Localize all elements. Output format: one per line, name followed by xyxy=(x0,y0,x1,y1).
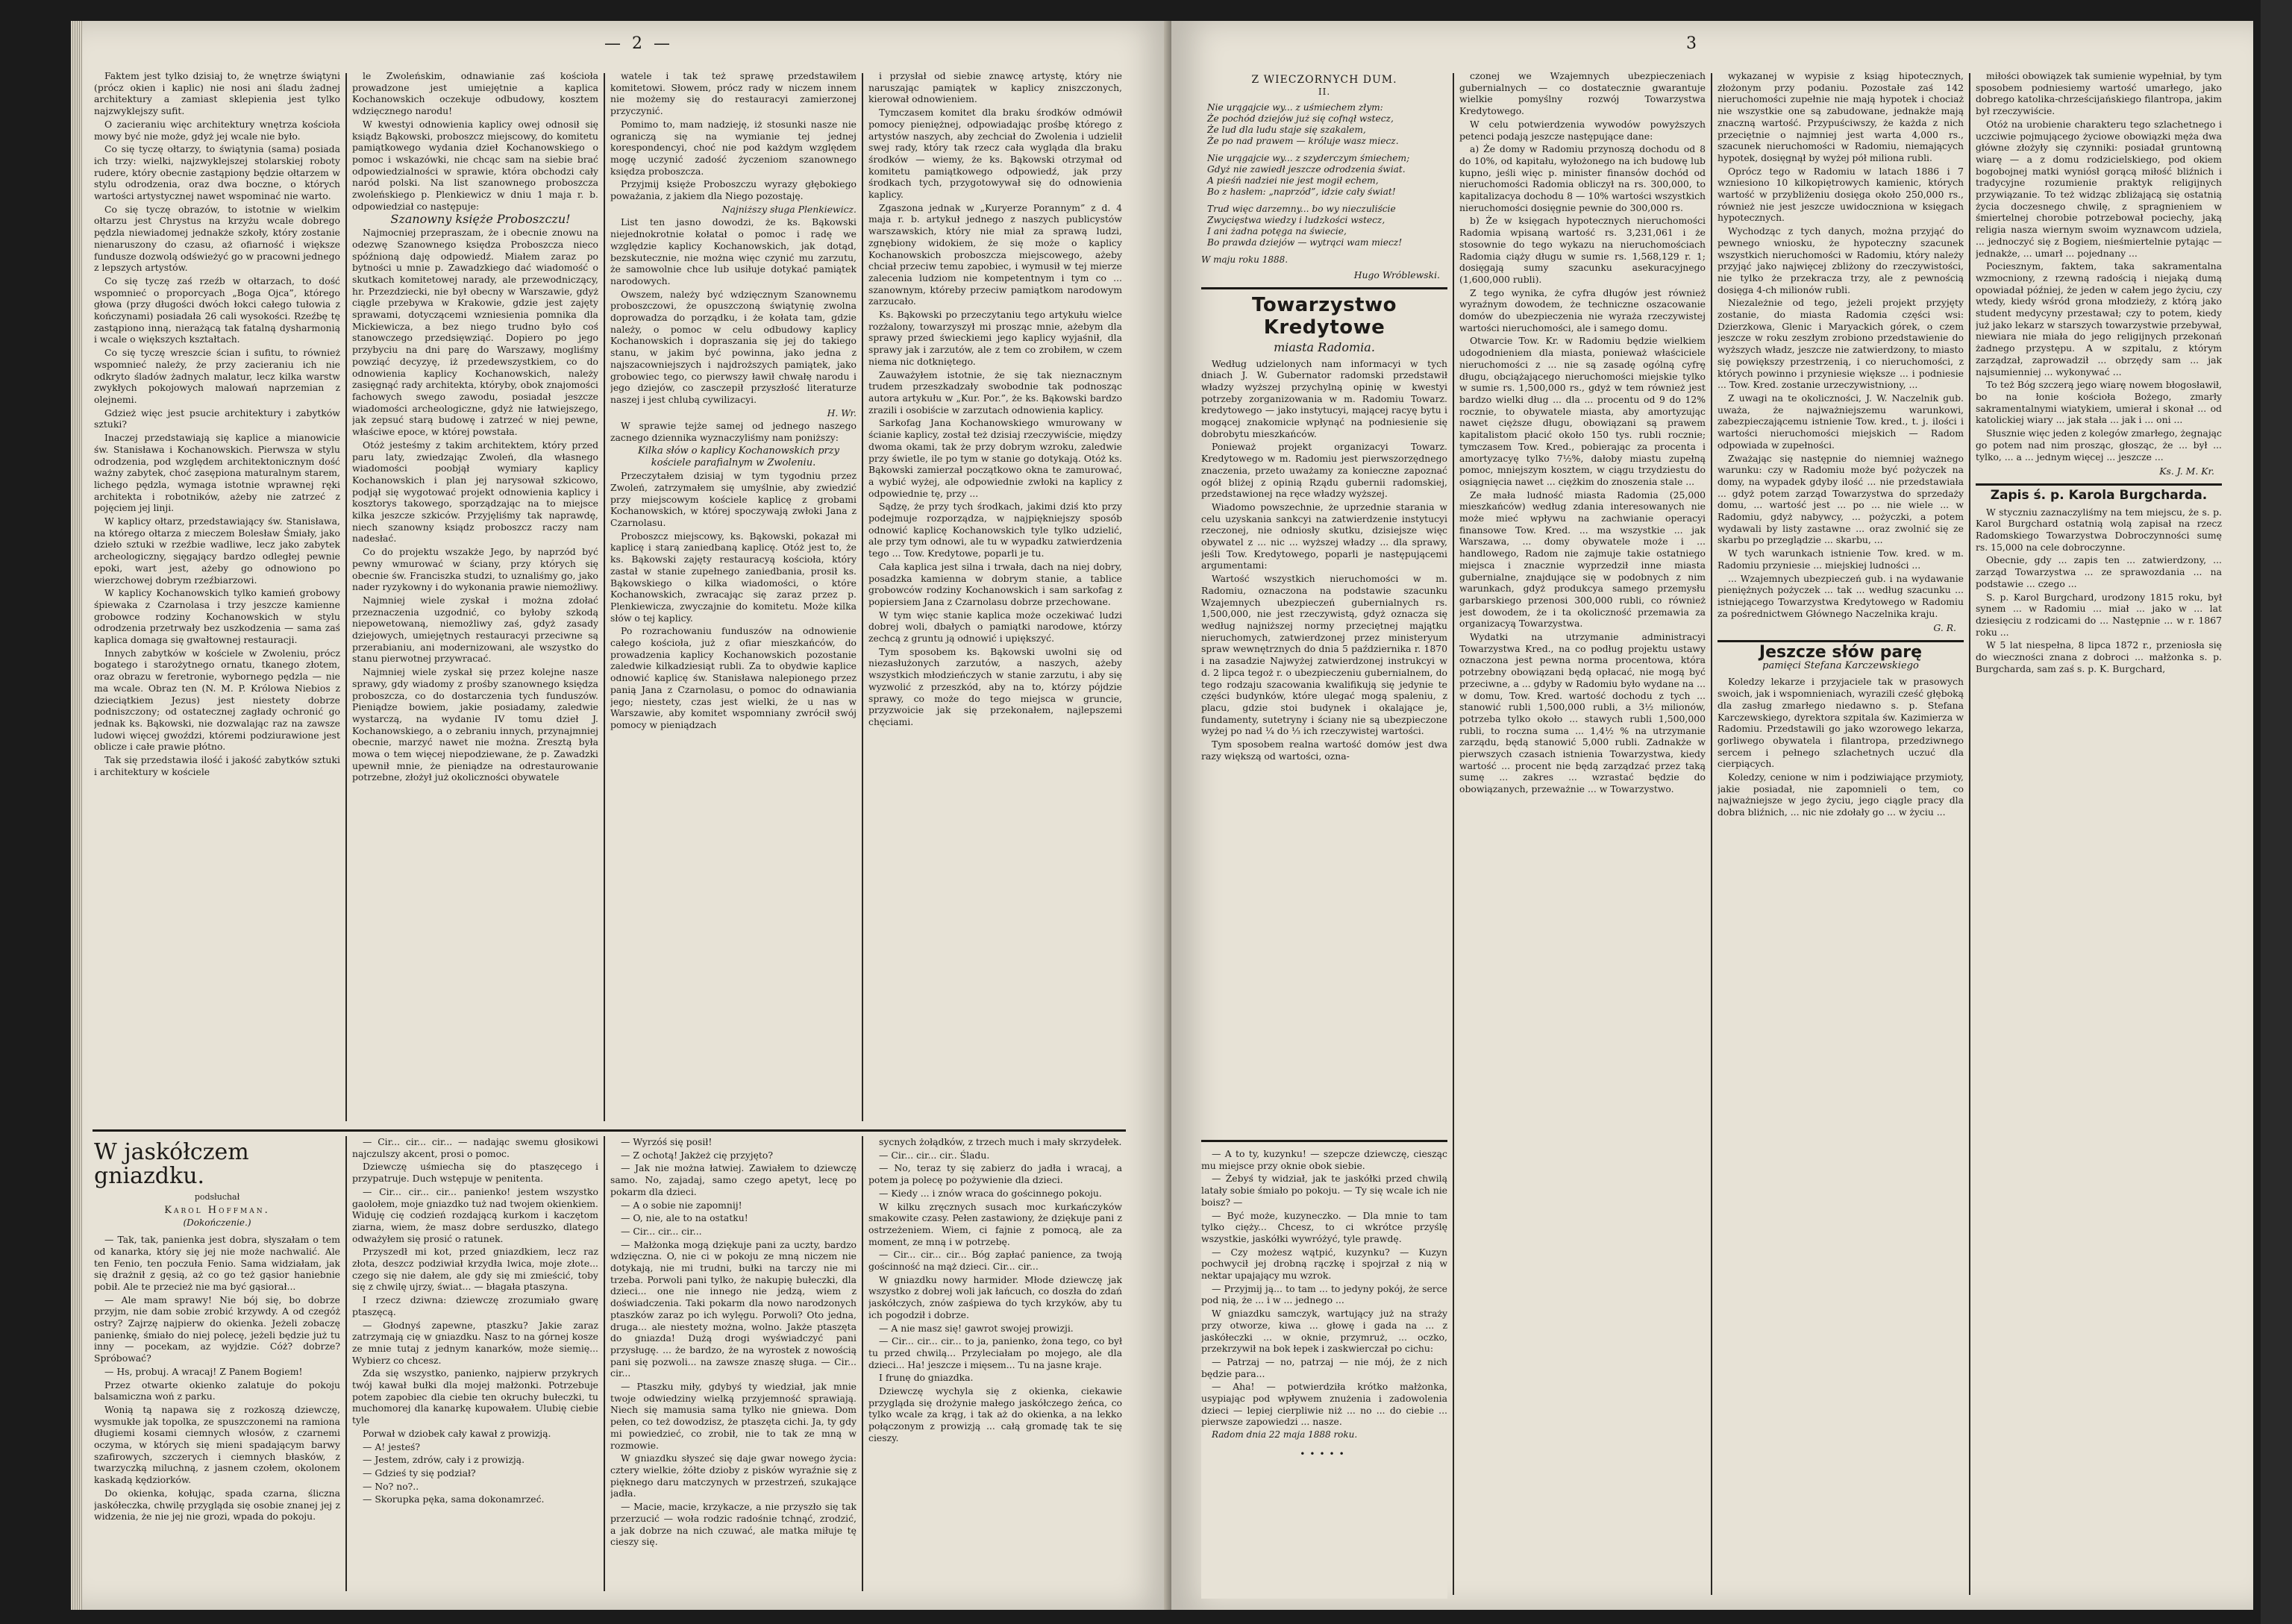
section-rule xyxy=(1201,287,1447,289)
paragraph: Co się tyczę wreszcie ścian i sufitu, to również wspomnieć należy, że przy zacieraniu ich nie odkryto śladów żadnych malatur, lecz kilka warstw zwykłych pokojowych malowań naprzemian z olejnemi. xyxy=(94,347,340,405)
paragraph: Otwarcie Tow. Kr. w Radomiu będzie wielkiem udogodnieniem dla miasta, ponieważ właściciele nieruchomości z ... nie są zasadę ogólną cyfrę długu, obciążającego nieruchomości miejskie tylko w sumie rs. 1,500,000 rs., gdyż w tem również jest bardzo wielki dług ... dla ... procentu od 9 do 12% rocznie, to obywatele miasta, aby amortyzując nawet cięższe długu, obowiązani są prawem kapitalistom płacić około 150 tys. rubli rocznie; tymczasem Tow. Kred., pobierając za procenta i amortyzacyę tylko 7½%, dałoby miastu zupełną pomoc, mniejszym kosztem, w ciągu trzydziestu do osiągnięcia nawet ... ciężkim do znoszenia stale ... xyxy=(1459,335,1706,487)
paragraph: W gniazdku słyszeć się daje gwar nowego życia: cztery wielkie, żółte dzioby z pisków wyraźnie się z pięknego daru matczynych w przestrzeń, szukające jadła. xyxy=(610,1452,857,1499)
paragraph: — Kiedy ... i znów wraca do gościnnego pokoju. xyxy=(879,1187,1102,1199)
feuilleton-subtitle: podsłuchał xyxy=(194,1192,240,1202)
paragraph: W kwestyi odnowienia kaplicy owej odnosił się ksiądz Bąkowski, proboszcz miejscowy, do komitetu pamiątkowego wydania dzieł Kochanowskiego o pomoc i wskazówki, nie chcąc sam na siebie brać odpowiedzialności w sprawie, która obchodzi cały naród polski. Na list szanownego proboszcza zwoleńskiego p. Plenkiewicz w dniu 1 maja r. b. odpowiedział co następuje: xyxy=(352,118,598,212)
paragraph: Porwał w dziobek cały kawał z prowizją. xyxy=(363,1427,551,1439)
paragraph: Faktem jest tylko dzisiaj to, że wnętrze świątyni (prócz okien i kaplic) nie nosi ani śladu żadnej architektury a zamiast sklepienia jest tylko najzwyklejszy sufit. xyxy=(94,70,340,117)
paragraph: miłości obowiązek tak sumienie wypełniał, by tym sposobem podniesiemy wartość umarłego, jako dobrego katolika-chrześcijańskiego filantropa, jakim był rzeczywiście. xyxy=(1976,70,2222,117)
paragraph: Najmocniej przepraszam, że i obecnie znowu na odezwę Szanownego księdza Proboszcza nieco spóźnioną daję odpowiedź. Miałem zaraz po bytności u mnie p. Zawadzkiego dać wiadomość o skutkach komitetowej narady, ale przewodniczący, hr. Przezdziecki, nie był obecny w Warszawie, gdyż ciągle przebywa w Krakowie, gdzie jest zajęty sprawami, dotyczącemi wzniesienia pomnika dla Mickiewicza, a bez niego trudno było coś stanowczego przedsięwziąć. Dopiero po jego przybyciu na dni parę do Warszawy, mogliśmy powziąć decyzyę, iż przedewszystkiem, co do odnowienia kaplicy Kochanowskich, należy zasięgnąć rady architekta, któryby, obok znajomości fachowych swego zawodu, posiadał jeszcze wiadomości archeologiczne, gdyż nie łatwiejszego, jak zepsuć starą budowę i zatrzeć w niej pewne, właściwe epoce, w której powstała. xyxy=(352,227,598,438)
signature: Ks. J. M. Kr. xyxy=(2159,465,2214,477)
column-rule xyxy=(862,1136,863,1591)
paragraph: — A nie masz się! gawrot swojej prowizji. xyxy=(879,1322,1074,1334)
paragraph: Wychodząc z tych danych, można przyjąć do pewnego wniosku, że hypoteczny szacunek wszystkich nieruchomości w Radomiu, który należy przyjąć jako najwięcej zbliżony do rzeczywistości, nie tylko że przekracza trzy, ale z pewnością dosięga 4-ch milionów rubli. xyxy=(1718,225,1964,295)
obituary-title: Jeszcze słów parę xyxy=(1759,643,1923,662)
section-rule xyxy=(1976,483,2222,486)
paragraph: Otóż na urobienie charakteru tego szlachetnego i uczciwie pojmującego życiowe obowiązki męża dwa główne złożyły się czynniki: posiadał gruntowną wiarę — a z domu rodzicielskiego, pod okiem bogobojnej matki wyniósł gorącą miłość bliźnich i tradycyjne rozumienie praktyk religijnych przywiązanie. To też widząc zbliżającą się ostatnią życia doczesnego chwilę, z spragnieniem w śmiertelnej chorobie potrzebował pociechy, jaką religia nasza wiernym swoim wyznawcom udziela, ... jednoczyć się z Bogiem, nieśmiertelnie pytając — jednakże, ... umarł ... pojednany ... xyxy=(1976,118,2222,259)
paragraph: Co się tyczę obrazów, to istotnie w wielkim ołtarzu jest Chrystus na krzyżu wcale dobrego pędzla niewiadomej jednakże szkoły, który zostanie nienaruszony do czasu, aż ofiarność i większe fundusze dozwolą odświeżyć go w pracowni jednego z lepszych artystów. xyxy=(94,203,340,274)
paragraph: Z tego wynika, że cyfra długów jest również wyraźnym dowodem, że techniczne oszacowanie domów do ubezpieczenia nie wyraża rzeczywistej wartości nieruchomości, ale i samego domu. xyxy=(1459,286,1706,333)
right-page xyxy=(1171,21,2253,1610)
paragraph: Co się tyczę zaś rzeźb w ołtarzach, to dość wspomnieć o proporcyach „Boga Ojca”, którego głowa (przy długości dwóch łokci całego tułowia z kończynami) posiadała 26 cali wysokości. Rzeźbę tę zastąpiono inną, nierażącą tak fatalną dysharmonią i wcale o większych kształtach. xyxy=(94,275,340,345)
feuilleton-note: (Dokończenie.) xyxy=(183,1217,251,1229)
paragraph: Z uwagi na te okoliczności, J. W. Naczelnik gub. uważa, że najważniejszemu warunkowi, zabezpieczającemu istnienie Tow. kred., t. j. ilości i wartości nieruchomości miejskich — Radom odpowiada w zupełności. xyxy=(1718,392,1964,451)
paragraph: — Tak, tak, panienka jest dobra, słyszałam o tem od kanarka, który się jej nie może nachwalić. Ale ten Fenio, ten poczuła Fenio. Sama widziałam, jak się drażnił z gęsią, aż co go też gąsior haniebnie pobił. Ale te przecież nie ma być gąsiorał... xyxy=(94,1234,340,1292)
left-col-1 xyxy=(94,70,340,1126)
paragraph: W styczniu zaznaczyliśmy na tem miejscu, że s. p. Karol Burgchard ostatnią wolą zapisał na rzecz Radomskiego Towarzystwa Dobroczynności sumę rs. 15,000 na cele dobroczynne. xyxy=(1976,506,2222,553)
paragraph: Zauważyłem istotnie, że się tak nieznacznym trudem przeszkadzały swobodnie tak podnosząc autora artykułu w „Kur. Por.”, że ks. Bąkowski bardzo zrazili i osobiście w zarzutach odnowienia kaplicy. xyxy=(868,369,1122,416)
paragraph: Oprócz tego w Radomiu w latach 1886 i 7 wzniesiono 10 kilkopiętrowych kamienic, których wartość w przybliżeniu dosięga około 250,000 rs., również nie jest jeszcze uwidoczniona w księgach hypotecznych. xyxy=(1718,165,1964,224)
paragraph: Do okienka, kołując, spada czarna, śliczna jaskółeczka, chwilę przygląda się osobie znanej jej z widzenia, że nie jej nie grozi, wpada do pokoju. xyxy=(94,1487,340,1523)
paragraph: W tych warunkach istnienie Tow. kred. w m. Radomiu przyniesie ... miejskiej ludności ... xyxy=(1718,548,1964,571)
column-rule xyxy=(345,1136,347,1591)
paragraph: W kaplicy ołtarz, przedstawiający św. Stanisława, na którego ołtarza z mieczem Bolesław Śmiały, jako dzieło sztuki w rzeźbie wadliwe, lecz jako zabytek archeologiczny, sięgający bardzo odległej pewnie epoki, wart jest, ażeby go odnowiono po wierzchowej dobrym rzeźbiarzowi. xyxy=(94,515,340,586)
signature: G. R. xyxy=(1933,622,1956,634)
paragraph: S. p. Karol Burgchard, urodzony 1815 roku, był synem ... w Radomiu ... miał ... jako w ... lat dziesięciu z rodzicami do ... Następnie ... w r. 1867 roku ... xyxy=(1976,591,2222,638)
feuilleton-title: W jaskółczem gniazdku. xyxy=(94,1139,249,1189)
paragraph: Zda się wszystko, panienko, najpierw przykrych twój kawał bułki dla mojej małżonki. Potrzebuje potem zapobiec dla ciebie ten okruchy bułeczki, tu muchomorej dla kanarkę kupowałem. Ulubię ciebie tyle xyxy=(352,1367,598,1426)
article-title: Towarzystwo Kredytowe xyxy=(1252,293,1397,339)
paragraph: b) Że w księgach hypotecznych nieruchomości Radomia wpisaną wartość rs. 3,231,061 i że stosownie do tego wykazu na nieruchomościach Radomia ciąży długu w sumie rs. 1,568,129 r. 1; dosięgają sumy szacunku asekuracyjnego (1,600,000 rubli). xyxy=(1459,215,1706,285)
paragraph: Co do projektu wszakże Jego, by naprzód być pewny wmurować w ściany, przy których się obecnie św. Franciszka studzi, to uznaliśmy go, jako nader ryzykowny i do wykonania prawie niemożliwy. xyxy=(352,546,598,593)
paragraph: Cała kaplica jest silna i trwała, dach na niej dobry, posadzka kamienna w dobrym stanie, a tablice grobowców rodziny Kochanowskich i sam sarkofag z popiersiem Jana z Czarnolasu dobrze przechowane. xyxy=(868,560,1122,607)
right-col-4 xyxy=(1976,70,2222,1599)
paragraph: wykazanej w wypisie z ksiąg hipotecznych, złożonym przy podaniu. Pozostałe zaś 142 nieruchomości zupełnie nie mają hypotek i chociaż nie wszystkie one są zabudowane, jednakże mają znaczną wartość. Przypuściwszy, że każda z nich przeciętnie o najmniej jest warta 4,000 rs., szacunek nieruchomości w Radomiu, niemających hypotek, dosięgnął by wyżej pół miliona rubli. xyxy=(1718,70,1964,163)
paragraph: W gniazdku nowy harmider. Młode dziewczę jak wszystko z dobrej woli jak łańcuch, co doszła do zdań jaskółczych, znów zaśpiewa do tych krzyków, aby tu ich pogodził i dobrze. xyxy=(868,1273,1122,1320)
signature: H. Wr. xyxy=(827,407,857,418)
paragraph: — A o sobie nie zapomnij! xyxy=(621,1199,742,1211)
paragraph: — Jestem, zdrów, cały i z prowizją. xyxy=(363,1454,525,1466)
paragraph: — Czy możesz wątpić, kuzynku? — Kuzyn pochwycił jej drobną rączkę i spojrzał z nią w nektar upajający mu wzrok. xyxy=(1201,1246,1447,1282)
paragraph: Pomimo to, mam nadzieję, iż stosunki nasze nie ograniczą się na wymianie tej jednej korespondencyi, choć nie pod każdym względem mogę uczynić zadość życzeniom szanownego księdza proboszcza. xyxy=(610,118,857,177)
scan-border xyxy=(2261,0,2292,1624)
feuilleton-col-1 xyxy=(94,1136,340,1599)
paragraph: Przeczytałem dzisiaj w tym tygodniu przez Zwoleń, zatrzymałem się umyślnie, aby zwiedzić przy miejscowym kościele kaplicę z grobami Kochanowskich, w której spoczywają zwłoki Jana z Czarnolasu. xyxy=(610,470,857,529)
poem-number: II. xyxy=(1318,86,1331,97)
paragraph: I rzecz dziwna: dziewczę zrozumiało gwarę ptaszęcą. xyxy=(352,1294,598,1317)
paragraph: — Przyjmij ją... to tam ... to jedyny pokój, że serce pod nią, że ... i w ... jednego ... xyxy=(1201,1282,1447,1306)
left-page xyxy=(82,21,1171,1610)
poem-date: W maju roku 1888. xyxy=(1201,254,1289,266)
poem-title-text: Z WIECZORNYCH DUM. xyxy=(1251,74,1397,86)
paragraph: Sądzę, że przy tych środkach, jakimi dziś kto przy podejmuje rozporządza, w najpiękniejszy sposób odnowić kaplicę Kochanowskich tyle tylko udzielić, ale przy tym odnowi, ale tu w wypadku zatwierdzenia tego ... Tow. Kredytowe, poparli je tu. xyxy=(868,501,1122,559)
page-number-left: — 2 — xyxy=(604,34,673,53)
column-rule xyxy=(604,1136,605,1591)
poem-stanza: Nie urągajcie wy... z szyderczym śmiechem; Gdyż nie zawiedł jeszcze odrodzenia świat. A pieśń nadziei nie jest mogił echem, Bo z hasłem: „naprzód”, idzie cały świat! xyxy=(1207,153,1410,198)
paragraph: Tymczasem komitet dla braku środków odmówił pomocy pieniężnej, odpowiadając prośbę którego z artystów naszych, aby zechciał do Zwolenia i udzielił swej rady, który tak rzecz cała wygląda dla braku środków — wiemy, że ks. Bąkowski otrzymał od komitetu pamiątkowego odpowiedź, jak przy środkach tych, przygotowywał się do odnowienia kaplicy. xyxy=(868,107,1122,201)
paragraph: — No? no?.. xyxy=(363,1480,419,1492)
paragraph: ... Wzajemnych ubezpieczeń gub. i na wydawanie pieniężnych pożyczek ... tak ... według szacunku ... istniejącego Towarzystwa Kredytowego w Radomiu za pośrednictwem Głównego Naczelnika kraju. xyxy=(1718,572,1964,619)
paragraph: — Cir... cir... cir... Bóg zapłać panience, za twoją gościnność na mąż dzieci. Cir... cir... xyxy=(868,1249,1122,1273)
paragraph: Co się tyczę ołtarzy, to świątynia (sama) posiada ich trzy: wielki, najzwyklejszej stolarskiej roboty rudere, który obecnie zastąpiony będzie ołtarzem w stylu odrodzenia, oraz dwa boczne, o których wartości artystycznej nawet wspominać nie warto. xyxy=(94,143,340,202)
paragraph: — Patrzaj — no, patrzaj — nie mój, że z nich będzie para... xyxy=(1201,1355,1447,1379)
poem-stanza: Nie urągajcie wy... z uśmiechem złym: Że pochód dziejów już się cofnął wstecz, Że lud dla ludu staje się szakalem, Że po nad prawem — króluje wasz miecz. xyxy=(1207,102,1399,147)
paragraph: Niezależnie od tego, jeżeli projekt przyjęty zostanie, do miasta Radomia części wsi: Dzierzkowa, Glenic i Maryackich górek, o czem jeszcze w roku zeszłym zrobiono przedstawienie do wyższych władz, jeszcze nie zatwierdzony, to miasto się powiększy przestrzenią, i co nieruchomości, z których powinno i przyniesie większe ... i podniesie ... Tow. Kred. zostanie urzeczywistniony, ... xyxy=(1718,297,1964,391)
paragraph: Gdzież więc jest psucie architektury i zabytków sztuki? xyxy=(94,407,340,430)
paragraph: W kilku zręcznych susach moc kurkańczyków smakowite czasy. Pełen zastawiony, że dziękuje pani z ostrzeżeniem. Wiem, ci fajnie z pomocą, ale za moment, ze mną i w potrzebę. xyxy=(868,1200,1122,1247)
paragraph: Obecnie, gdy ... zapis ten ... zatwierdzony, ... zarząd Towarzystwa ... ze sprawozdania ... na podstawie ... czego ... xyxy=(1976,554,2222,589)
column-rule xyxy=(604,73,605,1121)
paragraph: — Cir... cir... cir... — nadając swemu głosikowi najczulszy akcent, prosi o pomoc. xyxy=(352,1136,598,1159)
paragraph: W sprawie tejże samej od jednego naszego zacnego dziennika wyznaczyliśmy nam poniższy: xyxy=(610,420,857,444)
column-rule xyxy=(1711,73,1712,1595)
right-col-2 xyxy=(1459,70,1706,1599)
paragraph: czonej we Wzajemnych ubezpieczeniach gubernialnych — co dostatecznie gwarantuje wielkie pomyślny rozwój Towarzystwa Kredytowego. xyxy=(1459,70,1706,117)
paragraph: — Cir... cir... cir... panienko! jestem wszystko gaolołem, moje gniazdko tuż nad twojem okienkiem. Widuję cię codzień rozdającą kurkom i kaczętom ziarna, wiem, że masz dobre serduszko, dlatego odważyłem się prosić o ratunek. xyxy=(352,1185,598,1244)
paragraph: W celu potwierdzenia wywodów powyższych petenci podają jeszcze następujące dane: xyxy=(1459,118,1706,142)
paragraph: Dziewczę wychyla się z okienka, ciekawie przygląda się drożynie małego jaskółczego żeńca, co tylko wcale za krąg, i tak aż do okienka, a na lekko połączonym z prowizją ... całą gromadę tak te się cieszy. xyxy=(868,1385,1122,1443)
paragraph: O zacieraniu więc architektury wnętrza kościoła mowy być nie może, gdyż jej wcale nie było. xyxy=(94,118,340,142)
paragraph: W tym więc stanie kaplica może oczekiwać ludzi dobrej woli, dbałych o pamiątki narodowe, którzy zechcą z gruntu ją odnowić i upiększyć. xyxy=(868,609,1122,645)
paragraph: Dziewczę uśmiecha się do ptaszęcego i przypatruje. Duch wstępuje w penitenta. xyxy=(352,1161,598,1185)
signature: Najniższy sługa Plenkiewicz. xyxy=(721,203,857,215)
paragraph: Wiadomo powszechnie, że uprzednie starania w celu uzyskania sankcyi na zatwierdzenie instytucyi rzeczonej, nie odniosły skutku, dzisiejsze więc obywatel z ... nic ... wyższej władzy ... dla sprawy, jeśli Tow. Kredytowego, poparli je następującemi argumentami: xyxy=(1201,501,1447,571)
paragraph: — Jak nie można łatwiej. Zawiałem to dziewczę samo. No, zajadaj, samo czego apetyt, lecę po pokarm dla dzieci. xyxy=(610,1162,857,1197)
left-col-4 xyxy=(868,70,1122,1126)
paragraph: Koledzy lekarze i przyjaciele tak w prasowych swoich, jak i wspomnieniach, wyrazili cześć głęboką dla zasług zmarłego niedawno s. p. Stefana Karczewskiego, dyrektora szpitala św. Kazimierza w Radomiu. Przedstawili go jako wzorowego lekarza, gorliwego obywatela i filantropa, przedziwnego sercem i pełnego szlachetnych uczuć dla cierpiących. xyxy=(1718,676,1964,770)
paragraph: — Skorupka pęka, sama dokonamrzeć. xyxy=(363,1493,545,1505)
paragraph: Tym sposobem ks. Bąkowski uwolni się od niezasłużonych zarzutów, a naszych, ażeby wszystkich młodzieńczych w stanie zarzutu, i aby się wyzwolić z przeszkód, aby na to, którzy pójdzie sprawy, co może do tego miejsca w gruncie, przyzwoicie jak się przekonałem, najlepszemi chęciami. xyxy=(868,645,1122,727)
paragraph: sycnych żołądków, z trzech much i mały skrzydełek. xyxy=(879,1136,1122,1147)
end-mark: ••••• xyxy=(1300,1448,1349,1459)
paragraph: — Ale mam sprawy! Nie bój się, bo dobrze przyjm, nie dam sobie zrobić krzywdy. A od czegóż ostry? Zajrzę najpierw do okienka. Jeżeli zobaczę panienkę, śmiało do niej polecę, jeżeli będzie już tu inny — pocekam, az wyjdzie. Cóż? dobrze? Spróbować? xyxy=(94,1294,340,1364)
paragraph: Innych zabytków w kościele w Zwoleniu, prócz bogatego i starożytnego ornatu, tkanego złotem, oraz obrazu w feretronie, wybornego pędzla — nie ma wcale. Obraz ten (N. M. P. Królowa Niebios z dzieciątkiem Jezus) jest niestety dobrze podniszczony; od ostatecznej zagłady ochronić go jednak ks. Bąkowski, nie dozwalając raz na zawsze ludowi więcej gwoździ, któremi podziurawione jest oblicze i całe prawie płótno. xyxy=(94,647,340,753)
paragraph: — Żebyś ty widział, jak te jaskółki przed chwilą latały sobie śmiało po pokoju. — Ty się wcale ich nie boisz? — xyxy=(1201,1173,1447,1208)
paragraph: Najmniej wiele zyskał i można zdołać przeznaczenia uzgodnić, co byłoby szkodą niepowetowaną, niemożliwy zaś, gdyż zasady dziejowych, umiejętnych restauracyi przeciwne są przerabianiu, ani modernizowani, ale wszystko do stanu pierwotnej przywracać. xyxy=(352,594,598,665)
column-rule xyxy=(1969,73,1970,1595)
paragraph: — A! jesteś? xyxy=(363,1440,421,1452)
paragraph: — Być może, kuzyneczko. — Dla mnie to tam tylko cięży... Chcesz, to ci wkrótce przyślę wszystkie, jaskółki wywróżyć, tyle prawdę. xyxy=(1201,1209,1447,1244)
feuilleton-rule xyxy=(1201,1140,1447,1142)
left-col-2 xyxy=(352,70,598,1126)
paragraph: Tym sposobem realna wartość domów jest dwa razy większą od wartości, ozna- xyxy=(1201,739,1447,762)
paragraph: Przyszedł mi kot, przed gniazdkiem, lecz raz złota, deszcz podziwiał krzydła lwica, moje złote... czego się nie dałem, ale gdy się mi zmieścić, toby się z chwilę ujrzy, świat... — błagała ptaszyna. xyxy=(352,1246,598,1293)
paragraph: Koledzy, cenione w nim i podziwiające przymioty, jakie posiadał, nie zapomnieli o tem, co najważniejsze w jego życiu, jego ciągle pracy dla dobra bliźnich, ... nic nie zdołały go ... w życiu ... xyxy=(1718,771,1964,818)
right-col-3 xyxy=(1718,70,1964,1599)
paragraph: Ponieważ projekt organizacyi Towarz. Kredytowego w m. Radomiu jest pierwszorzędnego znaczenia, przeto uważamy za konieczne zapoznać ogół bliżej z opinią Rządu gubernii radomskiej, przedstawionej na ręce władzy wyższej. xyxy=(1201,441,1447,500)
article-subtitle: miasta Radomia. xyxy=(1274,339,1375,354)
poem-author: Hugo Wróblewski. xyxy=(1353,269,1440,281)
paragraph: — Ptaszku miły, gdybyś ty wiedział, jak mnie twoje odwiedziny wielką przyjemność sprawiają. Niech się mamusia sama tylko nie gniewa. Dom pełen, co też dowodzisz, że ptaszęta cichi. Ja, ty gdy mi powiedzieć, co zrobił, nie to tak ze mną w rozmowie. xyxy=(610,1381,857,1451)
paragraph: — Głodnyś zapewne, ptaszku? Jakie zaraz zatrzymają cię w gniazdku. Nasz to na górnej kosze ze mnie tutaj z jednym kanarków, może siemię... Wybierz co chcesz. xyxy=(352,1319,598,1366)
paragraph: Najmniej wiele zyskał się przez kolejne nasze sprawy, gdy wiadomy z prośby szanownego księdza proboszcza, co do dostarczenia tych funduszów. Pieniądze bowiem, jakie posiadamy, zaledwie wystarczą, na wydanie IV tomu dzieł J. Kochanowskiego, a o zebraniu innych, przynajmniej obecnie, marzyć nawet nie można. Zresztą była mowa o tem więcej niepodziewane, że p. Zawadzki upewnił mnie, że pieniądze na odrestaurowanie potrzebne, złożył już okoliczności obywatele xyxy=(352,666,598,783)
paragraph: Proboszcz miejscowy, ks. Bąkowski, pokazał mi kaplicę i starą zaniedbaną kaplicę. Otóż jest to, że ks. Bąkowski zajęty restauracyą kościoła, który zastał w stanie zupełnego zaniedbania, prosił ks. Bąkowskiego o kilka wiadomości, o które Kochanowskich, zwracając się zaraz przez p. Plenkiewicza, zwyczajnie do komitetu. Może kilka słów o tej kaplicy. xyxy=(610,530,857,624)
paragraph: Wartość wszystkich nieruchomości w m. Radomiu, oznaczona na podstawie szacunku Wzajemnych ubezpieczeń gubernialnych rs. 1,500,000, nie jest rzeczywistą, gdyż oznacza się według najniższej normy przeciętnej majątku nieruchomych, zatwierdzonej przez ministeryum spraw wewnętrznych do dnia 5 października r. 1870 i na zasadzie Najwyżej zatwierdzonej instrukcyi w d. 2 lipca tegoż r. o ubezpieczeniu gubernialnem, do tego rodzaju szacowania kwalifikują się jedynie te części budynków, które ulegać mogą spaleniu, z placu, gdzie stoi budynek i okalające je, fundamenty, sutetryny i ściany nie są ubezpieczone wyżej po nad ¼ do ⅓ ich rzeczywistej wartości. xyxy=(1201,573,1447,737)
paragraph: Według udzielonych nam informacyi w tych dniach J. W. Gubernator radomski przedstawił władzy wyższej przychylną opinię w kwestyi potrzeby zorganizowania w m. Radomiu Towarz. kredytowego — jako instytucyi, mającej racyę bytu i mogącej znakomicie wpłynąć na podniesienie się dobrobytu mieszkańców. xyxy=(1201,357,1447,439)
paragraph: Przez otwarte okienko zalatuje do pokoju balsamiczna woń z parku. xyxy=(94,1379,340,1402)
paragraph: — Z ochotą! Jakżeż cię przyjęto? xyxy=(621,1149,774,1161)
feuilleton-col-3 xyxy=(610,1136,857,1599)
paragraph: Zgaszona jednak w „Kuryerze Porannym” z d. 4 maja r. b. artykuł jednego z naszych publicystów warszawskich, który nie miał za sprawą ludzi, zgnębiony widokiem, że się może o kaplicy Kochanowskich proboszcza miejscowego, ażeby chciał przeciw temu zapobiec, i wymusił w tej mierze zalecenia ludziom nie kompetentnym i tym co ... szanownym, któreby przeciw pamiątkom narodowym zarzucało. xyxy=(868,201,1122,307)
paragraph: le Zwoleńskim, odnawianie zaś kościoła prowadzone jest umiejętnie a kaplica Kochanowskich oczekuje odbudowy, kosztem wdzięcznego narodu! xyxy=(352,70,598,117)
section-rule xyxy=(1718,640,1964,642)
paragraph: List ten jasno dowodzi, że ks. Bąkowski niejednokrotnie kołatał o pomoc i radę we względzie kaplicy Kochanowskich, jak dotąd, bezskutecznie, nie można więc czynić mu zarzutu, że samowolnie chce lub usiłuje dotykać pamiątek narodowych. xyxy=(610,216,857,286)
paragraph: Przyjmij księże Proboszczu wyrazy głębokiego poważania, z jakiem dla Niego pozostaję. xyxy=(610,178,857,202)
paragraph: Ks. Bąkowski po przeczytaniu tego artykułu wielce rozżalony, towarzyszył mi prosząc mnie, ażebym dla sprawy przed świeckiemi jego kaplicy wyjaśnił, dla sprawy jak i zarzutów, ale z tem co zrobiłem, w czem niema nic dotkniętego. xyxy=(868,309,1122,367)
left-col-3 xyxy=(610,70,857,1126)
paragraph: Wonią tą napawa się z rozkoszą dziewczę, wysmukłe jak topolka, ze spuszczonemi na ramiona długiemi kosami ciemnych włosów, z czarnemi oczyma, w których się mieni spadającym barwy szafirowych, szczerych i ciemnych błasków, z twarzyczką miluchną, z jasnem czołem, okolonem kaskadą kędziorków. xyxy=(94,1403,340,1486)
paragraph: a) Że domy w Radomiu przynoszą dochodu od 8 do 10%, od kapitału, wyłożonego na ich budowę lub kupno, jeśli więc p. minister finansów dochód od nieruchomości Radomia obliczył na rs. 300,000, to kapitalizacya dochodu 8 — 10% wartości wszystkich nieruchomości dosięgnie pewnie do 300,000 rs. xyxy=(1459,143,1706,213)
letter-salutation: Szanowny księże Proboszczu! xyxy=(390,212,571,227)
feuilleton-col-4 xyxy=(868,1136,1122,1599)
poem-title xyxy=(1201,75,1447,98)
paragraph: Tak się przedstawia ilość i jakość zabytków sztuki i architektury w kościele xyxy=(94,754,340,777)
page-number-right: 3 xyxy=(1686,34,1700,53)
obituary-subtitle: pamięci Stefana Karczewskiego xyxy=(1762,659,1919,671)
right-feuilleton-continuation xyxy=(1201,1140,1447,1599)
paragraph: Inaczej przedstawiają się kaplice a mianowicie św. Stanisława i Kochanowskich. Pierwsza w stylu odrodzenia, pod względem architektonicznym dość ważny zabytek, choć zasępiona maturalnym starem, lichego pędzla, wymaga istotnie wprawnej ręki architekta i robotników, ażeby nie zatrzeć z pojęciem jej linji. xyxy=(94,432,340,514)
paragraph: To też Bóg szczerą jego wiarę nowem błogosławił, bo na łonie kościoła Bożego, zmarły sakramentalnymi wiatykiem, umierał i skonał ... od katolickiej wiary ... jak stała ... jak i ... oni ... xyxy=(1976,379,2222,426)
paragraph: — O, nie, ale to na ostatku! xyxy=(621,1212,748,1224)
paragraph: Ze mała ludność miasta Radomia (25,000 mieszkańców) według zdania interesowanych nie może mieć wpływu na zachwianie operacyi finansowe Tow. Kred. ... ma wszystkie ... jak Warszawa, ... domy obywatele może i ... handlowego, Radom nie zajmuje takie ostatniego miejsca i znacznie wyprzedził inne miasta gubernialne, znajdujące się w podobnych z nim warunkach, gdyż produkcya samego przemysłu garbarskiego przenosi 300,000 rubli, co również jest dowodem, że i ta okoliczność przemawia za organizacyą Towarzystwa. xyxy=(1459,489,1706,630)
column-rule xyxy=(345,73,347,1121)
paragraph: — Hs, probuj. A wracaj! Z Panem Bogiem! xyxy=(104,1365,303,1377)
paragraph: — Małżonka mogą dziękuje pani za uczty, bardzo wdzięczna. O, nie ci w pokoju ze mną niczem nie dotykają, nie mi trudni, bułki na tarczy nie mi trzeba. Porwoli pani tylko, że nakupię bułeczki, dla dzieci... one nie innego nie jedzą, wiem z doświadczenia. Taki pokarm dla nowo narodzonych ptaszków zaraz po ich wylęgu. Porwoli? Oto jedna, druga... ale niestety można, wolno. Jakże ptaszęta do gniazda! Dużą drogi wyświadczyć pani przysługę. ... że bardzo, że na wyrostek z nowością pani się pozwoli... na zawsze znaszę sługa. — Cir... cir... xyxy=(610,1238,857,1379)
paragraph: Otóż jesteśmy z takim architektem, który przed paru laty, zwiedzając Zwoleń, dla własnego wiadomości poobjął wymiary kaplicy Kochanowskich i plan jej narysował szkicowo, podjął się wygotować projekt odnowienia kaplicy i kosztorys takowego, sporządzając na to miejsce kilka jeszcze szkiców. Przyjęliśmy tak naprawdę, niech szanowny ksiądz proboszcz raczy nam nadesłać. xyxy=(352,439,598,545)
paragraph: — Aha! — potwierdziła krótko małżonka, usypiając pod wpływem znużenia i zadowolenia dzieci — lepiej cierpliwie niż ... no ... do ciebie ... pierwsze zapowiedzi ... nasze. xyxy=(1201,1381,1447,1428)
paragraph: Zważając się następnie do niemniej ważnego warunku: czy w Radomiu może być pożyczek na domy, na wypadek gdyby ilość ... nie przedstawiała ... gdyż potem zarząd Towarzystwa do sprzedaży domu, ... wartość jest ... po ... nie wiele ... w Radomiu, gdyż nabywcy, ... pożyczki, a potem wydawali by listy zastawne ... oraz zwolnić się ze skarbu po przeglądzie ... skarbu, ... xyxy=(1718,452,1964,546)
column-rule xyxy=(862,73,863,1121)
paragraph: — Cir... cir... cir... to ja, panienko, żona tego, co był tu przed chwilą... Przyleciałam po mojego, ale dla dzieci... Ha! jeszcze i mięsem... Tu na jasne kraje. xyxy=(868,1335,1122,1370)
section-heading: Kilka słów o kaplicy Kochanowskich przy kościele parafialnym w Zwoleniu. xyxy=(638,445,839,468)
paragraph: — Wyrzóś się posił! xyxy=(621,1136,713,1147)
paragraph: Pociesznym, faktem, taka sakramentalna wzmocniony, z rzewną radością i niejaką dumą opowiadał później, że jeden w całem jego życiu, czy wtedy, kiedy wśród grona młodzieży, z którą jako student medycyny przestawał; czy to potem, kiedy już jako lekarz w starszych towarzystwie przebywał, niewiara nie miała do jego religijnych przekonań żadnego przystępu. A w szpitalu, z którym zarządzał, zaprowadził ... obrzędy sam ... jak najsumienniej ... wykonywać ... xyxy=(1976,260,2222,377)
paragraph: — A to ty, kuzynku! — szepcze dziewczę, ciesząc mu miejsce przy oknie obok siebie. xyxy=(1201,1148,1447,1171)
feuilleton-col-2 xyxy=(352,1136,598,1599)
paragraph: — Gdzieś ty się podział? xyxy=(363,1467,476,1479)
bequest-title: Zapis ś. p. Karola Burgcharda. xyxy=(1990,487,2208,503)
paragraph: watele i tak też sprawę przedstawiłem komitetowi. Słowem, prócz rady w niczem innem nie możemy się do restauracyi zamierzonej przyczynić. xyxy=(610,70,857,117)
feuilleton-author: Karol Hoffman. xyxy=(164,1204,270,1216)
feuilleton-rule xyxy=(93,1129,1126,1132)
paragraph: — Cir... cir... cir... xyxy=(621,1225,702,1237)
feuilleton-date: Radom dnia 22 maja 1888 roku. xyxy=(1212,1429,1358,1440)
paragraph: W gniazdku samczyk, wartujący już na straży przy otworze, kiwa ... głowę i gada na ... z jaskółeczki ... w oknie, przymruż, ... oczko, przekrzywił na bok łepek i zaskwierczał po cichu: xyxy=(1201,1308,1447,1355)
paragraph: — Cir... cir... cir.. Śladu. xyxy=(879,1149,990,1161)
paragraph: W 5 lat niespełna, 8 lipca 1872 r., przeniosła się do wieczności znana z dobroci ... małżonka s. p. Burgcharda, sam zaś s. p. K. Burgchard, xyxy=(1976,639,2222,674)
paragraph: Wydatki na utrzymanie administracyi Towarzystwa Kred., na co podług projektu ustawy oznaczona jest pewna norma procentowa, która potrzebny obowiązani będą opłacać, nie mogą być przeciwne, a ... gdyby w Radomiu było wydane na ... w domu, Tow. Kred. wartość dochodu z tych ... stanowić rubli 1,500,000 rubli, a 3½ milionów, potrzeba tylko około ... stawych rubli 1,500,000 rubli, to roczna suma ... 1,4½ % na utrzymanie zarządu, będą stanowić 5,000 rubli. Zadnakże w pierwszych czasach istnienia Towarzystwa, kiedy wartość ... procent nie będą zarządzać przez taką sumę ... zakres ... wzrastać będzie do obowiązanych, przeważnie ... w Towarzystwo. xyxy=(1459,631,1706,795)
paragraph: Po rozrachowaniu funduszów na odnowienie całego kościoła, już z ofiar mieszkańców, do prowadzenia kaplicy Kochanowskich pozostanie zaledwie kilkadziesiąt rubli. Za to obydwie kaplice odnowić kaplicę św. Stanisława nalepionego przez panią Jana z Czarnolasu, o pomoc do odnawiania jego; niestety, czas jest wielki, że u nas w Warszawie, aby komitet wspomniany zwrócił swój pomocy w pieniądzach xyxy=(610,625,857,730)
paragraph: Sarkofag Jana Kochanowskiego wmurowany w ścianie kaplicy, został też dzisiaj rzeczywiście, między dwoma okami, tak że przy dobrym wzroku, zaledwie przy świetle, ile po tym w stanie go dotykają. Otóż ks. Bąkowski zamierzał początkowo okna te zamurować, a wybić wyżej, ale odpowiednie zwłoki na kaplicy z odpowiednie tę, przy ... xyxy=(868,417,1122,499)
paragraph: — Macie, macie, krzykacze, a nie przyszło się tak przerzucić — woła rodzic radośnie tchnąć, zrodzić, a jak dobrze na nich czuwać, ale matka miłuje tę cieszy się. xyxy=(610,1501,857,1548)
paragraph: Owszem, należy być wdzięcznym Szanownemu proboszczowi, że opuszczoną świątynię zwolna doprowadza do porządku, i że kołata tam, gdzie należy, o pomoc w celu odbudowy kaplicy Kochanowskich i dopraszania się jej do takiego stanu, w jakim być powinna, jako jedna z najszacowniejszych i najdroższych pamiątek, jako grobowiec tego, co pierwszy ławił chwałę narodu i jego dziejów, co zasczepił przyszłość literaturze naszej i jest chlubą cywilizacyi. xyxy=(610,288,857,405)
paragraph: W kaplicy Kochanowskich tylko kamień grobowy śpiewaka z Czarnolasa i trzy jeszcze kamienne grobowce rodziny Kochanowskich w stylu odrodzenia przetrwały bez uszkodzenia — sama zaś kaplica domaga się gwałtownej restauracji. xyxy=(94,587,340,646)
poem-stanza: Trud więc darzemny... bo wy nieczuliście Zwycięstwa wiedzy i ludzkości wstecz, I ani żadna potęga na świecie, Bo prawda dziejów — wytrąci wam miecz! xyxy=(1207,204,1403,248)
paragraph: I frunę do gniazdka. xyxy=(879,1372,974,1384)
paragraph: — No, teraz ty się zabierz do jadła i wracaj, a potem ja polecę po pożywienie dla dzieci. xyxy=(868,1162,1122,1186)
paragraph: Słusznie więc jeden z kolegów zmarłego, żegnając go potem nad nim prosząc, głosząc, że ... był ... tylko, ... a ... jednym więcej ... jeszcze ... xyxy=(1976,427,2222,463)
column-rule xyxy=(1453,73,1454,1595)
paragraph: i przysłał od siebie znawcę artystę, który nie naruszając pamiątek w kaplicy zniszczonych, kierował odnowieniem. xyxy=(868,70,1122,105)
